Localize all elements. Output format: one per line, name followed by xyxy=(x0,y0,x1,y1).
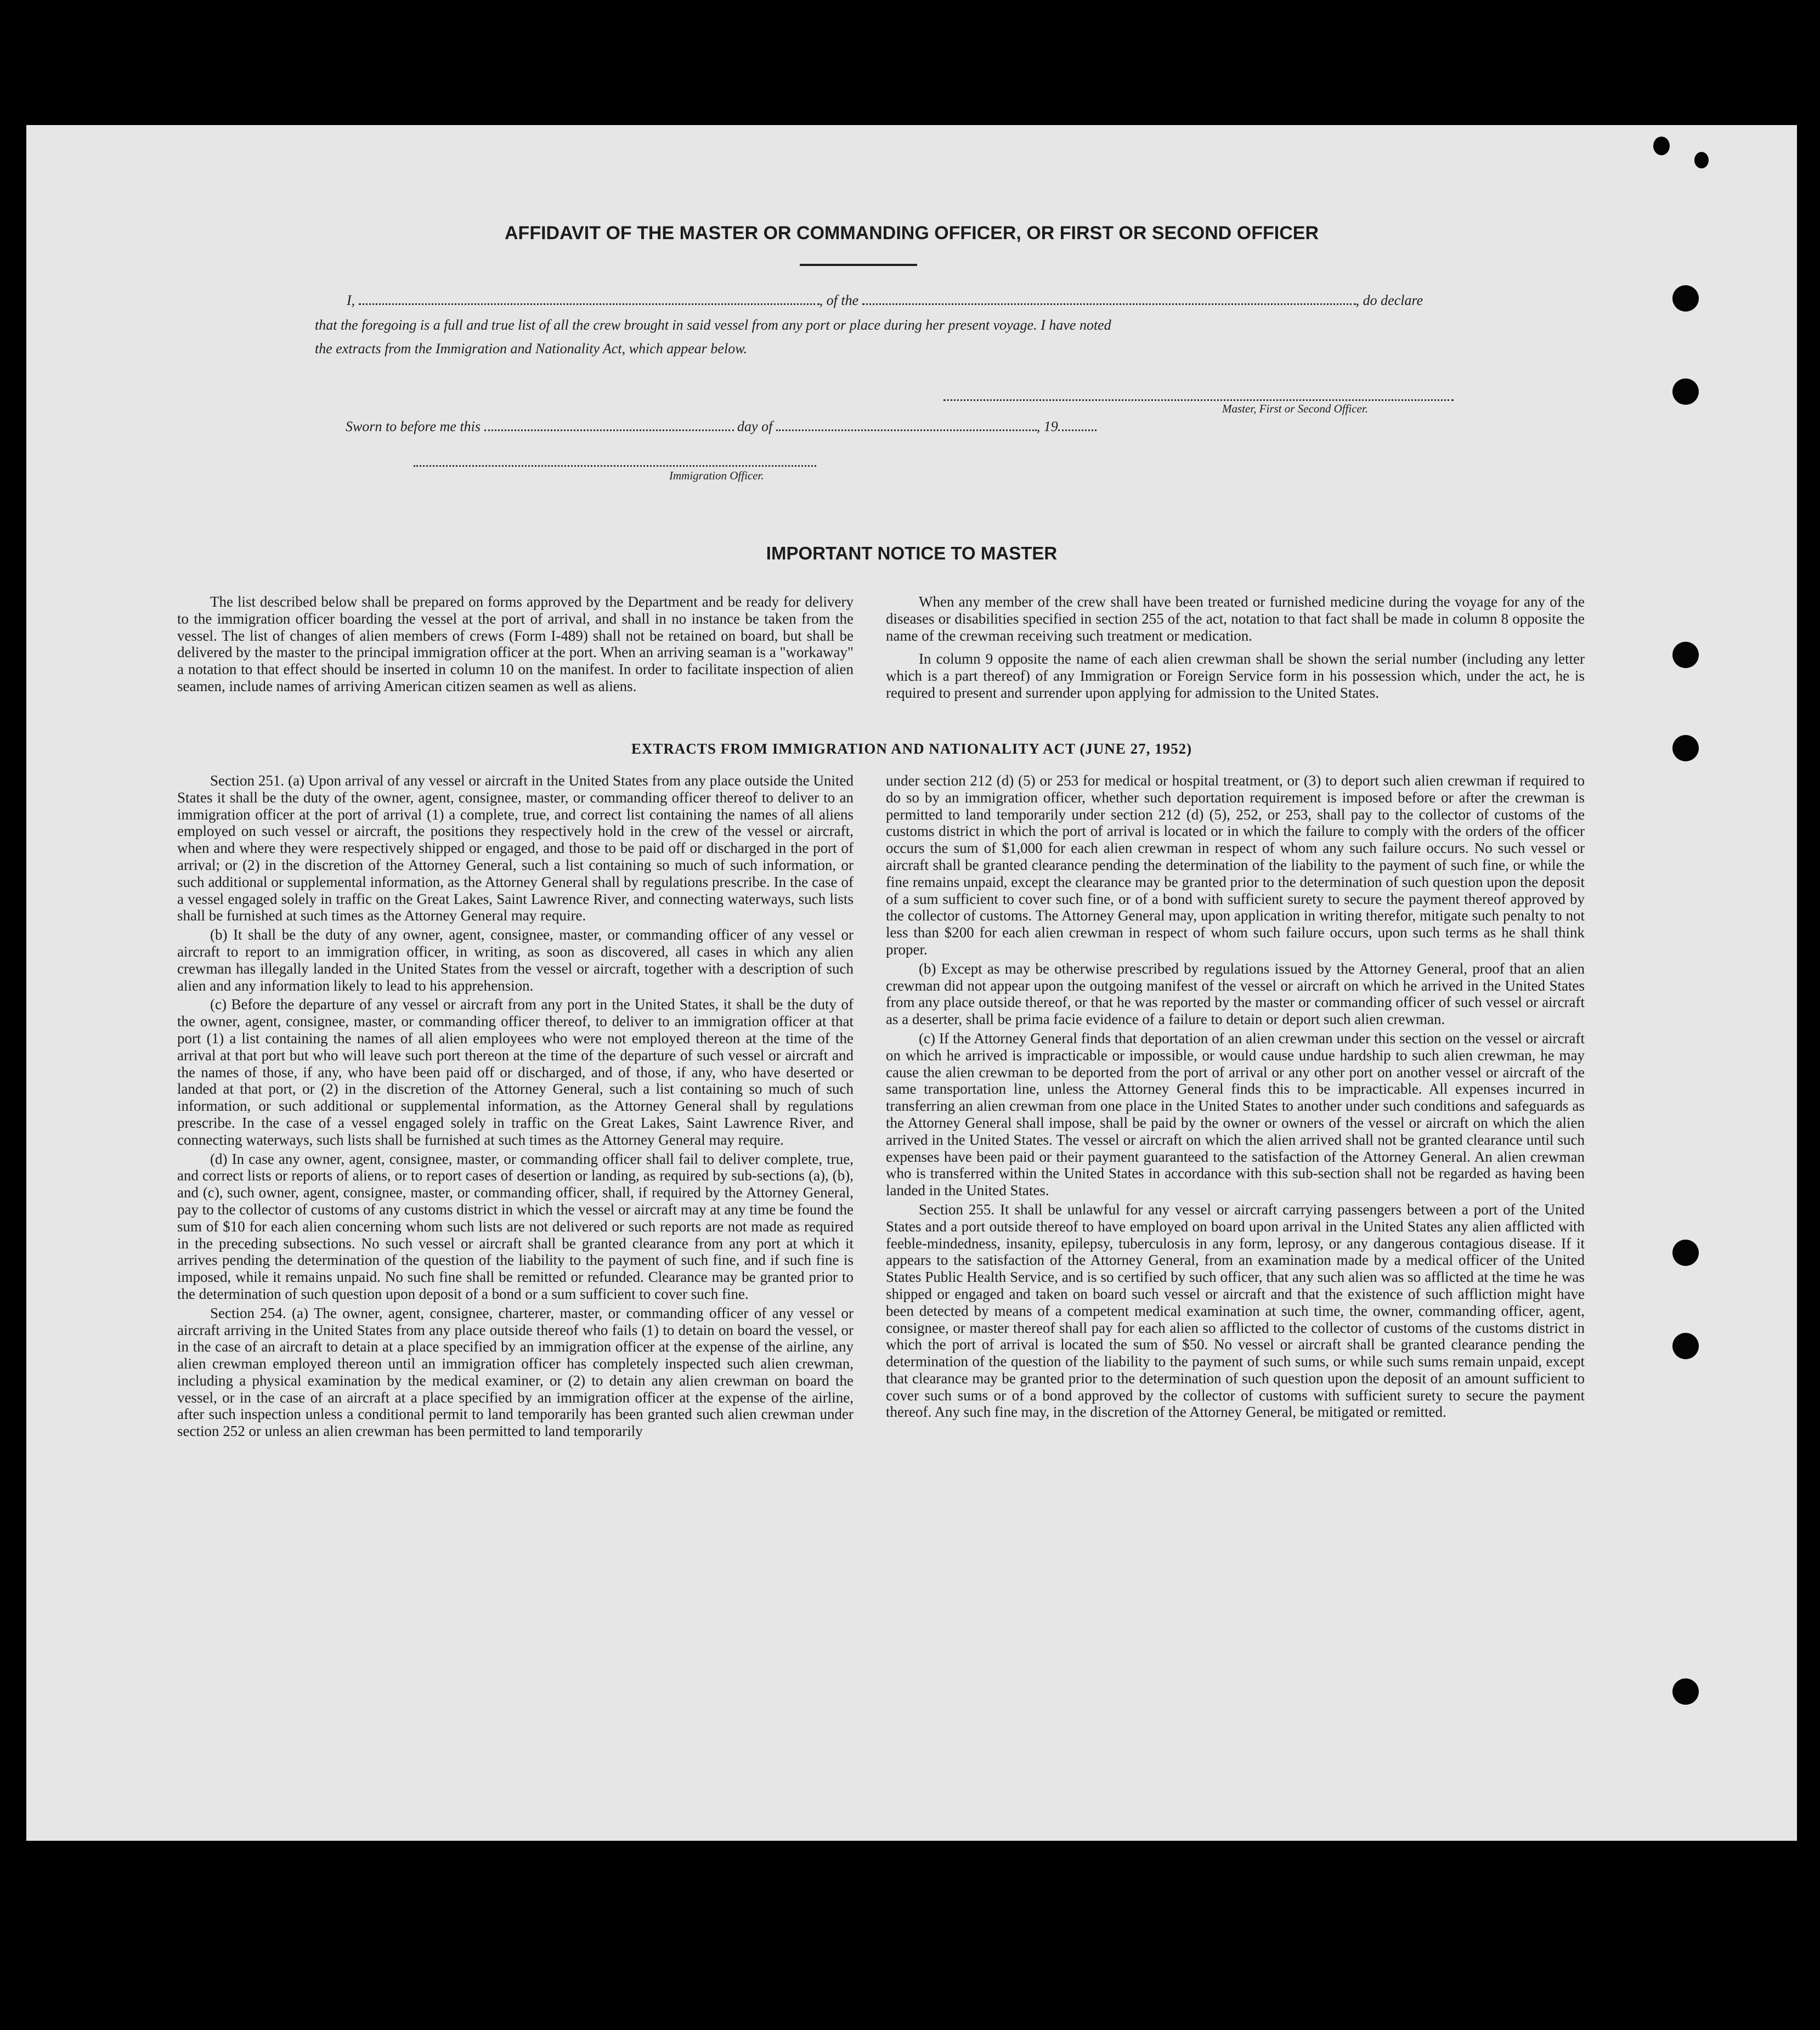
immigration-officer-caption: Immigration Officer. xyxy=(669,469,764,482)
notice-paragraph: In column 9 opposite the name of each alien crewman shall be shown the serial number (including any letter which is a part thereof) of any Immigration or Foreign Service form in his possession which, under the act, he is required to present and surrender upon applying for admission to the United States. xyxy=(886,651,1585,701)
extracts-right-column xyxy=(886,772,1585,1421)
act-section-paragraph: under section 212 (d) (5) or 253 for medical or hospital treatment, or (3) to deport such alien crewman if required to do so by an immigration officer, whether such deportation requirement is imposed before or after the crewman is permitted to land temporarily under section 212 (d) (5), 252, or 253, shall pay to the collector of customs of the customs district in which the port of arrival is located or in which the failure to comply with the orders of the officer occurs the sum of $1,000 for each alien crewman in respect of whom any such failure occurs. No such vessel or aircraft shall be granted clearance pending the determination of the liability to the payment of such fine, or while the fine remains unpaid, except the clearance may be granted prior to the determination of such question upon the deposit of a sum sufficient to cover such fine, or of a bond with sufficient surety to secure the payment thereof approved by the collector of customs. The Attorney General may, upon application in writing therefor, mitigate such penalty to not less than $200 for each alien crewman in respect of whom such failure occurs, upon such terms as he shall think proper. xyxy=(886,772,1585,958)
punch-hole xyxy=(1672,1240,1699,1266)
declaration-i: I, xyxy=(347,292,355,308)
sworn-month-field[interactable] xyxy=(776,420,1037,431)
act-section-paragraph: Section 254. (a) The owner, agent, consignee, charterer, master, or commanding officer of any vessel or aircraft arriving in the United States from any place outside thereof who fails (1) to detain on board the vessel, or in the case of an aircraft to detain at a place specified by an immigration officer at the expense of the airline, any alien crewman employed thereon until an immigration officer has completely inspected such alien crewman, including a physical examination by the medical examiner, or (2) to detain any alien crewman on board the vessel, or in the case of an aircraft at a place specified by an immigration officer at the expense of the airline, after such inspection unless a conditional permit to land temporarily has been granted such alien crewman under section 252 or unless an alien crewman has been permitted to land temporarily xyxy=(177,1304,854,1440)
notice-left-column xyxy=(177,593,854,695)
punch-hole xyxy=(1694,152,1709,168)
vessel-name-field[interactable] xyxy=(862,293,1356,305)
declaration-statement: that the foregoing is a full and true list of all the crew brought in said vessel from any port or place during her present voyage. I have noted xyxy=(315,317,1111,333)
act-section-paragraph: (b) Except as may be otherwise prescribed by regulations issued by the Attorney General, proof that an alien crewman did not appear upon the outgoing manifest of the vessel or aircraft on which he arrived in the United States from any place outside thereof, or that he was reported by the master or commanding officer of such vessel or aircraft as a deserter, shall be prima facie evidence of a failure to detain or deport such alien crewman. xyxy=(886,960,1585,1028)
declaration-of-the: , of the xyxy=(819,292,859,308)
sworn-line xyxy=(346,419,1096,435)
sworn-year-prefix: , 19 xyxy=(1036,419,1058,434)
declaration-do-declare: , do declare xyxy=(1355,292,1423,308)
immigration-officer-signature-line[interactable] xyxy=(414,465,816,467)
punch-hole xyxy=(1672,1678,1699,1705)
punch-hole xyxy=(1672,642,1699,668)
act-section-paragraph: (b) It shall be the duty of any owner, agent, consignee, master, or commanding officer of any vessel or aircraft to report to an immigration officer, in writing, as soon as discovered, all cases in which any alien crewman has illegally landed in the United States from the vessel or aircraft, together with a description of such alien and any information likely to lead to his apprehension. xyxy=(177,926,854,994)
sworn-year-field[interactable] xyxy=(1058,420,1096,431)
act-section-paragraph: Section 251. (a) Upon arrival of any vessel or aircraft in the United States from any place outside the United States it shall be the duty of the owner, agent, consignee, master, or commanding officer thereof to deliver to an immigration officer at the port of arrival (1) a complete, true, and correct list containing the names of all aliens employed on such vessel or aircraft, the positions they respectively hold in the crew of the vessel or aircraft, when and where they were respectively shipped or engaged, and those to be paid off or discharged in the port of arrival; or (2) in the discretion of the Attorney General, such a list containing so much of such information, or such additional or supplemental information, as the Attorney General shall by regulations prescribe. In the case of a vessel engaged solely in traffic on the Great Lakes, Saint Lawrence River, and connecting waterways, such lists shall be furnished at such times as the Attorney General may require. xyxy=(177,772,854,924)
declaration-line xyxy=(347,292,1423,309)
notice-title: IMPORTANT NOTICE TO MASTER xyxy=(766,543,1058,563)
punch-hole xyxy=(1672,285,1699,312)
extracts-left-column xyxy=(177,772,854,1440)
master-signature-line[interactable] xyxy=(943,399,1454,401)
declaration-statement: the extracts from the Immigration and Nationality Act, which appear below. xyxy=(315,341,748,357)
declarant-name-field[interactable] xyxy=(359,293,819,305)
sworn-prefix: Sworn to before me this xyxy=(346,419,481,434)
act-section-paragraph: (c) If the Attorney General finds that deportation of an alien crewman under this section on the vessel or aircraft on which he arrived is impracticable or impossible, or would cause undue hardship to such alien crewman, he may cause the alien crewman to be deported from the port of arrival or any other port on another vessel or aircraft of the same transportation line, unless the Attorney General finds this to be impracticable. All expenses incurred in transferring an alien crewman from one place in the United States to another under such conditions and safeguards as the Attorney General shall impose, shall be paid by the owner or owners of the vessel or aircraft on which the alien arrived in the United States. The vessel or aircraft on which the alien arrived shall not be granted clearance until such expenses have been paid or their payment guaranteed to the satisfaction of the Attorney General. An alien crewman who is transferred within the United States in accordance with this sub-section shall not be regarded as having been landed in the United States. xyxy=(886,1030,1585,1199)
sworn-day-field[interactable] xyxy=(484,420,734,431)
notice-right-column xyxy=(886,593,1585,702)
punch-hole xyxy=(1653,137,1670,155)
act-section-paragraph: (d) In case any owner, agent, consignee, master, or commanding officer shall fail to deliver complete, true, and correct lists or reports of aliens, or to report cases of desertion or landing, as required by sub-sections (a), (b), and (c), such owner, agent, consignee, master, or commanding officer, shall, if required by the Attorney General, pay to the collector of customs of any customs district in which the vessel or aircraft may at any time be found the sum of $10 for each alien concerning whom such lists are not delivered or such reports are not made as required in the preceding subsections. No such vessel or aircraft shall be granted clearance from any port at which it arrives pending the determination of the question of the liability to the payment of such fine, and if such fine is imposed, while it remains unpaid. No such fine shall be remitted or refunded. Clearance may be granted prior to the determination of such question upon deposit of a bond or a sum sufficient to cover such fine. xyxy=(177,1150,854,1302)
sworn-day-of: day of xyxy=(737,419,773,434)
affidavit-title: AFFIDAVIT OF THE MASTER OR COMMANDING OFFICER, OR FIRST OR SECOND OFFICER xyxy=(505,223,1319,244)
title-rule xyxy=(800,264,917,266)
punch-hole xyxy=(1672,1333,1699,1359)
act-section-paragraph: Section 255. It shall be unlawful for any vessel or aircraft carrying passengers between a port of the United States and a port outside thereof to have employed on board upon arrival in the United States any alien afflicted with feeble-mindedness, insanity, epilepsy, tuberculosis in any form, leprosy, or any dangerous contagious disease. If it appears to the satisfaction of the Attorney General, from an examination made by a medical officer of the United States Public Health Service, and is so certified by such officer, that any such alien was so afflicted at the time he was shipped or engaged and taken on board such vessel or aircraft and that the existence of such affliction might have been detected by means of a competent medical examination at such time, the owner, commanding officer, agent, consignee, or master thereof shall pay for each alien so afflicted to the collector of customs of the customs district in which the port of arrival is located the sum of $50. No vessel or aircraft shall be granted clearance pending the determination of the question of the liability to the payment of such sums, or while such sums remain unpaid, except that clearance may be granted prior to the determination of such question upon the deposit of an amount sufficient to cover such sums or of a bond approved by the collector of customs with sufficient surety to secure the payment thereof. Any such fine may, in the discretion of the Attorney General, be mitigated or remitted. xyxy=(886,1201,1585,1421)
notice-paragraph: The list described below shall be prepared on forms approved by the Department and be ready for delivery to the immigration officer boarding the vessel at the port of arrival, and shall in no instance be taken from the vessel. The list of changes of alien members of crews (Form I-489) shall not be retained on board, but shall be delivered by the master to the principal immigration officer at the port. When an arriving seaman is a "workaway" a notation to that effect should be inserted in column 10 on the manifest. In order to facilitate inspection of alien seamen, include names of arriving American citizen seamen as well as aliens. xyxy=(177,593,854,694)
act-section-paragraph: (c) Before the departure of any vessel or aircraft from any port in the United States, it shall be the duty of the owner, agent, consignee, master, or commanding officer thereof, to deliver to an immigration officer at that port (1) a list containing the names of all alien employees who were not employed thereon at the time of the arrival at that port but who will leave such port thereon at the time of the departure of such vessel or aircraft and the names of those, if any, who have been paid off or discharged, and of those, if any, who have deserted or landed at that port, or (2) in the discretion of the Attorney General, such a list containing so much of such information, or such additional or supplemental information, as the Attorney General shall by regulations prescribe. In the case of a vessel engaged solely in traffic on the Great Lakes, Saint Lawrence River, and connecting waterways, such lists shall be furnished at such times as the Attorney General may require. xyxy=(177,996,854,1148)
punch-hole xyxy=(1672,378,1699,405)
master-caption: Master, First or Second Officer. xyxy=(1222,402,1368,415)
form-page xyxy=(26,125,1797,1841)
notice-paragraph: When any member of the crew shall have been treated or furnished medicine during the voyage for any of the diseases or disabilities specified in section 255 of the act, notation to that fact shall be made in column 8 opposite the name of the crewman receiving such treatment or medication. xyxy=(886,593,1585,644)
extracts-title: EXTRACTS FROM IMMIGRATION AND NATIONALITY ACT (JUNE 27, 1952) xyxy=(631,740,1192,757)
